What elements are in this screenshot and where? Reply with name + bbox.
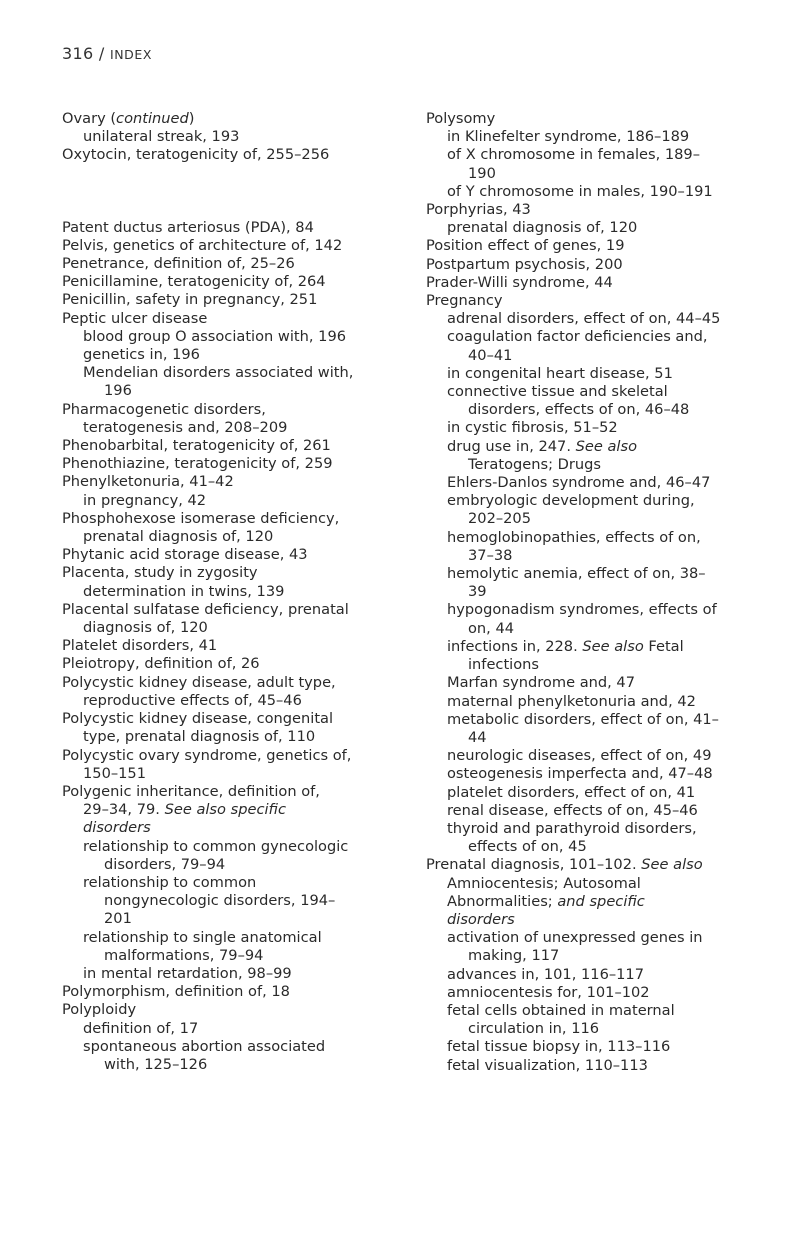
index-entry bbox=[426, 601, 796, 619]
entry-text: hemolytic anemia, effect of on, 38– bbox=[447, 565, 706, 583]
entry-text: maternal phenylketonuria and, 42 bbox=[447, 692, 696, 710]
entry-text: 202–205 bbox=[468, 510, 532, 528]
index-entry bbox=[62, 219, 412, 237]
index-entry bbox=[62, 528, 412, 546]
entry-text: 40–41 bbox=[468, 346, 513, 364]
entry-text: spontaneous abortion associated bbox=[83, 1037, 326, 1055]
entry-text: in pregnancy, 42 bbox=[83, 491, 207, 509]
entry-text: amniocentesis for, 101–102 bbox=[447, 983, 650, 1001]
page-number: 316 bbox=[62, 44, 94, 63]
index-entry bbox=[426, 165, 796, 183]
index-entry bbox=[62, 747, 412, 765]
index-entry bbox=[426, 838, 796, 856]
index-entry bbox=[62, 892, 412, 910]
index-entry bbox=[426, 128, 796, 146]
entry-text: Phosphohexose isomerase deficiency, bbox=[62, 509, 340, 527]
index-entry bbox=[62, 146, 412, 164]
entry-text: 190 bbox=[468, 164, 496, 182]
see-also-reference: See also bbox=[575, 437, 637, 455]
index-entry bbox=[62, 455, 412, 473]
index-entry bbox=[426, 292, 796, 310]
entry-text: hypogonadism syndromes, effects of bbox=[447, 601, 717, 619]
entry-text: in cystic fibrosis, 51–52 bbox=[447, 419, 618, 437]
index-entry bbox=[62, 874, 412, 892]
index-entry bbox=[62, 1001, 412, 1019]
entry-text: 37–38 bbox=[468, 546, 513, 564]
entry-text: 150–151 bbox=[83, 764, 147, 782]
index-entry bbox=[62, 510, 412, 528]
entry-text: advances in, 101, 116–117 bbox=[447, 965, 645, 983]
index-entry bbox=[426, 820, 796, 838]
index-entry bbox=[62, 310, 412, 328]
entry-text: embryologic development during, bbox=[447, 492, 695, 510]
index-entry bbox=[426, 110, 796, 128]
index-entry bbox=[426, 893, 796, 911]
index-entry bbox=[62, 328, 412, 346]
see-also-reference: disorders bbox=[83, 819, 151, 837]
entry-text: renal disease, effects of on, 45–46 bbox=[447, 801, 698, 819]
index-entry bbox=[426, 547, 796, 565]
index-entry bbox=[426, 510, 796, 528]
index-entry bbox=[62, 910, 412, 928]
index-entry bbox=[426, 911, 796, 929]
entry-text: Platelet disorders, 41 bbox=[62, 637, 218, 655]
index-entry bbox=[426, 1057, 796, 1075]
entry-text: Polymorphism, definition of, 18 bbox=[62, 983, 290, 1001]
index-entry bbox=[426, 711, 796, 729]
index-entry bbox=[426, 256, 796, 274]
see-also-reference: See also bbox=[641, 856, 703, 874]
index-entry bbox=[62, 291, 412, 309]
index-entry bbox=[62, 983, 412, 1001]
entry-text: relationship to common bbox=[83, 873, 257, 891]
entry-text: Placenta, study in zygosity bbox=[62, 564, 258, 582]
see-also-reference: See also specific bbox=[164, 801, 286, 819]
index-entry bbox=[426, 328, 796, 346]
entry-text: activation of unexpressed genes in bbox=[447, 929, 703, 947]
entry-text: relationship to common gynecologic bbox=[83, 837, 349, 855]
entry-text: Phenobarbital, teratogenicity of, 261 bbox=[62, 437, 331, 455]
index-entry bbox=[62, 382, 412, 400]
index-entry bbox=[62, 437, 412, 455]
index-entry bbox=[426, 583, 796, 601]
section-gap bbox=[62, 165, 412, 219]
index-entry bbox=[62, 674, 412, 692]
index-entry bbox=[62, 819, 412, 837]
entry-text: 196 bbox=[104, 382, 132, 400]
entry-text: neurologic diseases, effect of on, 49 bbox=[447, 747, 712, 765]
index-entry bbox=[62, 765, 412, 783]
entry-text: in mental retardation, 98–99 bbox=[83, 964, 292, 982]
index-entry bbox=[62, 346, 412, 364]
header-separator: / bbox=[98, 44, 105, 63]
index-entry bbox=[426, 656, 796, 674]
index-entry bbox=[426, 802, 796, 820]
entry-text: Penicillin, safety in pregnancy, 251 bbox=[62, 291, 318, 309]
index-entry bbox=[426, 274, 796, 292]
entry-text: disorders, 79–94 bbox=[104, 855, 226, 873]
entry-text: Marfan syndrome and, 47 bbox=[447, 674, 636, 692]
entry-text: drug use in, 247. bbox=[447, 437, 571, 455]
index-entry bbox=[426, 383, 796, 401]
entry-text: Pregnancy bbox=[426, 292, 503, 310]
entry-text: fetal visualization, 110–113 bbox=[447, 1056, 648, 1074]
index-entry bbox=[62, 273, 412, 291]
index-entry bbox=[426, 219, 796, 237]
entry-text: platelet disorders, effect of on, 41 bbox=[447, 783, 696, 801]
entry-text: Ehlers-Danlos syndrome and, 46–47 bbox=[447, 474, 711, 492]
index-entry bbox=[62, 692, 412, 710]
entry-text: Polysomy bbox=[426, 110, 496, 127]
entry-text: 44 bbox=[468, 728, 487, 746]
entry-text: 39 bbox=[468, 583, 487, 601]
entry-text: in congenital heart disease, 51 bbox=[447, 364, 673, 382]
see-also-reference: and specific bbox=[557, 892, 645, 910]
index-entry bbox=[62, 929, 412, 947]
entry-text: of X chromosome in females, 189– bbox=[447, 146, 701, 164]
entry-text: Pleiotropy, definition of, 26 bbox=[62, 655, 260, 673]
index-entry bbox=[426, 1002, 796, 1020]
index-entry bbox=[62, 492, 412, 510]
entry-text: Patent ductus arteriosus (PDA), 84 bbox=[62, 218, 314, 236]
index-entry bbox=[426, 529, 796, 547]
entry-text: reproductive effects of, 45–46 bbox=[83, 691, 302, 709]
index-entry bbox=[62, 801, 412, 819]
entry-text: making, 117 bbox=[468, 947, 560, 965]
entry-text: Porphyrias, 43 bbox=[426, 201, 531, 219]
index-entry bbox=[426, 693, 796, 711]
entry-text: Prader-Willi syndrome, 44 bbox=[426, 273, 613, 291]
index-entry bbox=[62, 856, 412, 874]
index-entry bbox=[62, 128, 412, 146]
index-entry bbox=[62, 583, 412, 601]
index-entry bbox=[426, 310, 796, 328]
entry-text: unilateral streak, 193 bbox=[83, 128, 240, 146]
entry-text: metabolic disorders, effect of on, 41– bbox=[447, 710, 719, 728]
index-entry bbox=[62, 947, 412, 965]
index-entry bbox=[62, 655, 412, 673]
index-entry bbox=[426, 966, 796, 984]
entry-text: effects of on, 45 bbox=[468, 838, 587, 856]
entry-text: Amniocentesis; Autosomal bbox=[447, 874, 641, 892]
index-entry bbox=[426, 875, 796, 893]
index-entry bbox=[426, 347, 796, 365]
entry-text: Polycystic kidney disease, adult type, bbox=[62, 673, 336, 691]
index-entry bbox=[62, 419, 412, 437]
entry-text: with, 125–126 bbox=[104, 1055, 208, 1073]
index-entry bbox=[426, 565, 796, 583]
index-entry bbox=[426, 729, 796, 747]
index-entry bbox=[62, 1020, 412, 1038]
index-entry bbox=[62, 473, 412, 491]
index-entry bbox=[426, 1038, 796, 1056]
index-entry bbox=[62, 601, 412, 619]
entry-text: relationship to single anatomical bbox=[83, 928, 322, 946]
index-entry bbox=[426, 984, 796, 1002]
index-entry bbox=[426, 856, 796, 874]
entry-text: determination in twins, 139 bbox=[83, 582, 285, 600]
entry-text: malformations, 79–94 bbox=[104, 946, 264, 964]
see-also-reference: See also bbox=[582, 637, 644, 655]
entry-text: Polygenic inheritance, definition of, bbox=[62, 782, 320, 800]
entry-text: adrenal disorders, effect of on, 44–45 bbox=[447, 310, 721, 328]
entry-text: connective tissue and skeletal bbox=[447, 383, 668, 401]
entry-text: Phytanic acid storage disease, 43 bbox=[62, 546, 308, 564]
index-entry bbox=[426, 929, 796, 947]
index-entry bbox=[426, 237, 796, 255]
entry-text: prenatal diagnosis of, 120 bbox=[447, 219, 638, 237]
entry-text: Ovary (continued) bbox=[62, 110, 195, 127]
index-entry bbox=[426, 201, 796, 219]
entry-text: Oxytocin, teratogenicity of, 255–256 bbox=[62, 146, 330, 164]
entry-text: nongynecologic disorders, 194– bbox=[104, 892, 336, 910]
index-entry bbox=[62, 237, 412, 255]
entry-text: 201 bbox=[104, 910, 132, 928]
entry-text: Phenothiazine, teratogenicity of, 259 bbox=[62, 455, 333, 473]
index-entry bbox=[426, 947, 796, 965]
entry-text: blood group O association with, 196 bbox=[83, 327, 347, 345]
entry-text: fetal cells obtained in maternal bbox=[447, 1001, 675, 1019]
entry-text: Postpartum psychosis, 200 bbox=[426, 255, 623, 273]
entry-text: osteogenesis imperfecta and, 47–48 bbox=[447, 765, 713, 783]
index-entry bbox=[62, 637, 412, 655]
index-entry bbox=[62, 401, 412, 419]
entry-text: disorders, effects of on, 46–48 bbox=[468, 401, 690, 419]
index-entry bbox=[62, 619, 412, 637]
index-entry bbox=[426, 747, 796, 765]
index-entry bbox=[62, 1038, 412, 1056]
index-entry bbox=[426, 765, 796, 783]
entry-text: on, 44 bbox=[468, 619, 515, 637]
index-entry bbox=[426, 620, 796, 638]
entry-text: infections bbox=[468, 656, 540, 674]
entry-text: thyroid and parathyroid disorders, bbox=[447, 819, 697, 837]
header-label: INDEX bbox=[109, 47, 153, 62]
index-entry bbox=[426, 183, 796, 201]
index-column-right bbox=[426, 110, 796, 1075]
entry-text: prenatal diagnosis of, 120 bbox=[83, 528, 274, 546]
index-entry bbox=[426, 492, 796, 510]
index-entry bbox=[426, 1020, 796, 1038]
entry-text: Placental sulfatase deficiency, prenatal bbox=[62, 600, 349, 618]
entry-text: 29–34, 79. bbox=[83, 801, 160, 819]
index-entry bbox=[62, 110, 412, 128]
entry-text: Pharmacogenetic disorders, bbox=[62, 400, 266, 418]
index-entry bbox=[426, 784, 796, 802]
running-header bbox=[62, 44, 152, 63]
entry-text: Polycystic ovary syndrome, genetics of, bbox=[62, 746, 352, 764]
index-entry bbox=[426, 638, 796, 656]
index-entry bbox=[62, 710, 412, 728]
entry-text: Phenylketonuria, 41–42 bbox=[62, 473, 234, 491]
entry-text: genetics in, 196 bbox=[83, 346, 200, 364]
entry-text: Polyploidy bbox=[62, 1001, 137, 1019]
entry-text: Position effect of genes, 19 bbox=[426, 237, 625, 255]
entry-text: Abnormalities; bbox=[447, 892, 553, 910]
index-entry bbox=[62, 564, 412, 582]
entry-text: Penetrance, definition of, 25–26 bbox=[62, 255, 295, 273]
index-entry bbox=[62, 838, 412, 856]
entry-text: diagnosis of, 120 bbox=[83, 619, 208, 637]
index-entry bbox=[62, 728, 412, 746]
entry-text: of Y chromosome in males, 190–191 bbox=[447, 182, 713, 200]
index-entry bbox=[62, 1056, 412, 1074]
index-entry bbox=[62, 255, 412, 273]
entry-text: type, prenatal diagnosis of, 110 bbox=[83, 728, 316, 746]
entry-text: in Klinefelter syndrome, 186–189 bbox=[447, 128, 690, 146]
entry-text: Peptic ulcer disease bbox=[62, 309, 208, 327]
entry-text: Prenatal diagnosis, 101–102. bbox=[426, 856, 637, 874]
entry-text: Mendelian disorders associated with, bbox=[83, 364, 354, 382]
index-entry bbox=[426, 474, 796, 492]
index-entry bbox=[62, 965, 412, 983]
entry-text: teratogenesis and, 208–209 bbox=[83, 418, 288, 436]
entry-text: coagulation factor deficiencies and, bbox=[447, 328, 708, 346]
entry-text: Penicillamine, teratogenicity of, 264 bbox=[62, 273, 326, 291]
index-entry bbox=[62, 546, 412, 564]
entry-text: hemoglobinopathies, effects of on, bbox=[447, 528, 701, 546]
index-entry bbox=[426, 419, 796, 437]
index-entry bbox=[62, 364, 412, 382]
entry-text: infections in, 228. bbox=[447, 637, 578, 655]
entry-text: circulation in, 116 bbox=[468, 1020, 600, 1038]
entry-text: fetal tissue biopsy in, 113–116 bbox=[447, 1038, 671, 1056]
index-entry bbox=[426, 456, 796, 474]
index-column-left bbox=[62, 110, 412, 1074]
index-entry bbox=[426, 438, 796, 456]
index-entry bbox=[426, 674, 796, 692]
entry-text: definition of, 17 bbox=[83, 1019, 199, 1037]
entry-tail: Fetal bbox=[648, 637, 684, 655]
index-entry bbox=[426, 401, 796, 419]
index-entry bbox=[426, 365, 796, 383]
entry-text: Polycystic kidney disease, congenital bbox=[62, 710, 334, 728]
entry-text: Teratogens; Drugs bbox=[468, 455, 602, 473]
index-entry bbox=[426, 146, 796, 164]
see-also-reference: disorders bbox=[447, 910, 515, 928]
entry-text: Pelvis, genetics of architecture of, 142 bbox=[62, 236, 343, 254]
index-entry bbox=[62, 783, 412, 801]
